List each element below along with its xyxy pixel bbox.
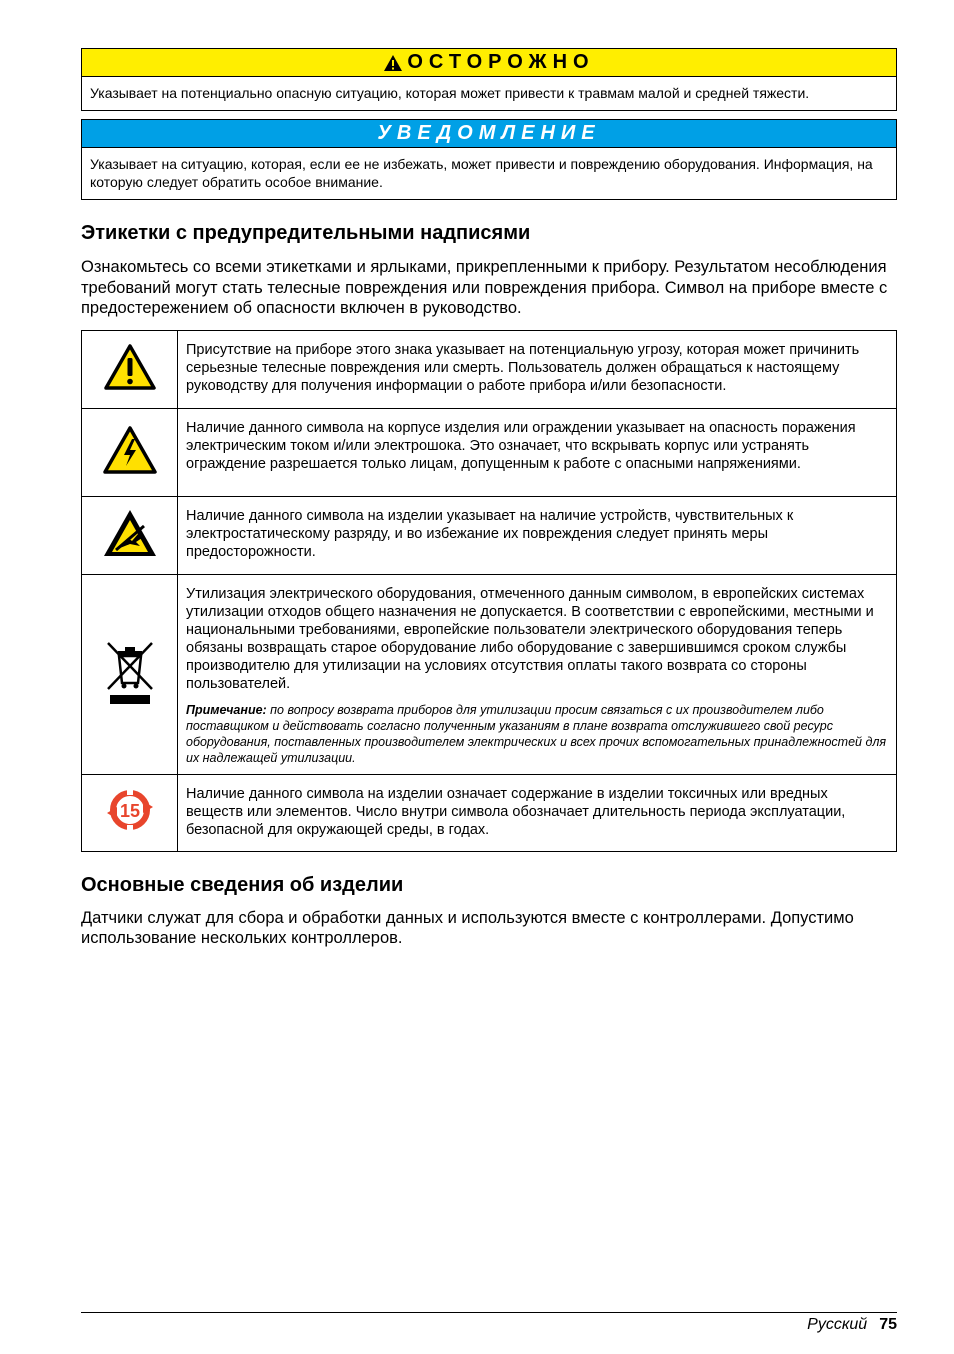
caution-callout <box>81 48 897 111</box>
table-row <box>82 496 897 574</box>
caution-title: ОСТОРОЖНО <box>407 51 595 73</box>
note <box>186 702 888 766</box>
symbols-table <box>81 330 897 852</box>
esd-icon <box>102 508 158 558</box>
symbol-description: Наличие данного символа на изделии означает содержание в изделии токсичных или вредных веществ или элементов. Число внутри символа обозначает длительность периода эксплуатации, безопасной для окружающей среды, в годах. <box>178 774 897 851</box>
epup-15-icon <box>105 787 155 833</box>
product-text: Датчики служат для сбора и обработки данных и используются вместе с контроллерами. Допустимо использование нескольких контроллеров. <box>81 908 854 947</box>
caution-text: Указывает на потенциально опасную ситуацию, которая может привести к травмам малой и средней тяжести. <box>90 85 810 101</box>
note-label: Примечание: <box>186 702 267 717</box>
footer-language: Русский <box>807 1316 868 1333</box>
caution-header <box>82 49 896 77</box>
symbol-description: Присутствие на приборе этого знака указывает на потенциальную угрозу, которая может причинить серьезные телесные повреждения или смерть. Пользователь должен обращаться к настоящему руководству для получения информации о работе прибора и/или безопасности. <box>178 330 897 408</box>
epup-number: 15 <box>119 801 140 821</box>
warning-triangle-icon <box>383 54 403 72</box>
page-footer <box>81 1312 897 1334</box>
notice-callout <box>81 119 897 200</box>
note-text: по вопросу возврата приборов для утилизации просим связаться с их производителем либо поставщиком и действовать согласно полученным указаниям в плане возврата отслужившего свой ресурс оборудования, поставленных производителем электрических и всех прочих вспомогательных принадлежностей для их надлежащей утилизации. <box>186 702 887 765</box>
electric-shock-icon <box>102 425 158 475</box>
table-row <box>82 408 897 496</box>
symbol-description: Наличие данного символа на корпусе изделия или ограждении указывает на опасность поражения электрическим током и/или электрошока. Это означает, что вскрывать корпус или устранять ограждение разрешается только лицам, допущенным к работе с опасными напряжениями. <box>178 408 897 496</box>
page-content <box>81 48 897 949</box>
warning-triangle-icon <box>103 343 157 391</box>
notice-text: Указывает на ситуацию, которая, если ее не избежать, может привести и повреждению оборудования. Информация, на которую следует обратить особое внимание. <box>90 156 873 190</box>
symbol-description: Наличие данного символа на изделии указывает на наличие устройств, чувствительных к электростатическому разряду, и во избежание их повреждения следует принять меры предосторожности. <box>178 496 897 574</box>
notice-title: УВЕДОМЛЕНИЕ <box>82 120 896 148</box>
symbol-description: Утилизация электрического оборудования, отмеченного данным символом, в европейских системах утилизации отходов общего назначения не допускается. В соответствии с европейскими, местными и национальными требованиями, европейские пользователи электрического оборудования теперь обязаны возвращать старое оборудование либо оборудование с завершившимся сроком службы производителю для утилизации на условиях отсутствия оплаты такого возврата со стороны пользователей. <box>186 585 874 692</box>
weee-bin-icon <box>104 639 156 705</box>
product-heading: Основные сведения об изделии <box>81 873 404 896</box>
table-row <box>82 774 897 851</box>
labels-intro: Ознакомьтесь со всеми этикетками и ярлыками, прикрепленными к прибору. Результатом несоблюдения требований могут стать телесные повреждения или повреждения прибора. Символ на приборе вместе с предостережением об опасности включен в руководство. <box>81 258 888 317</box>
labels-heading: Этикетки с предупредительными надписями <box>81 222 531 244</box>
table-row <box>82 330 897 408</box>
table-row <box>82 574 897 774</box>
page-number: 75 <box>879 1316 897 1333</box>
